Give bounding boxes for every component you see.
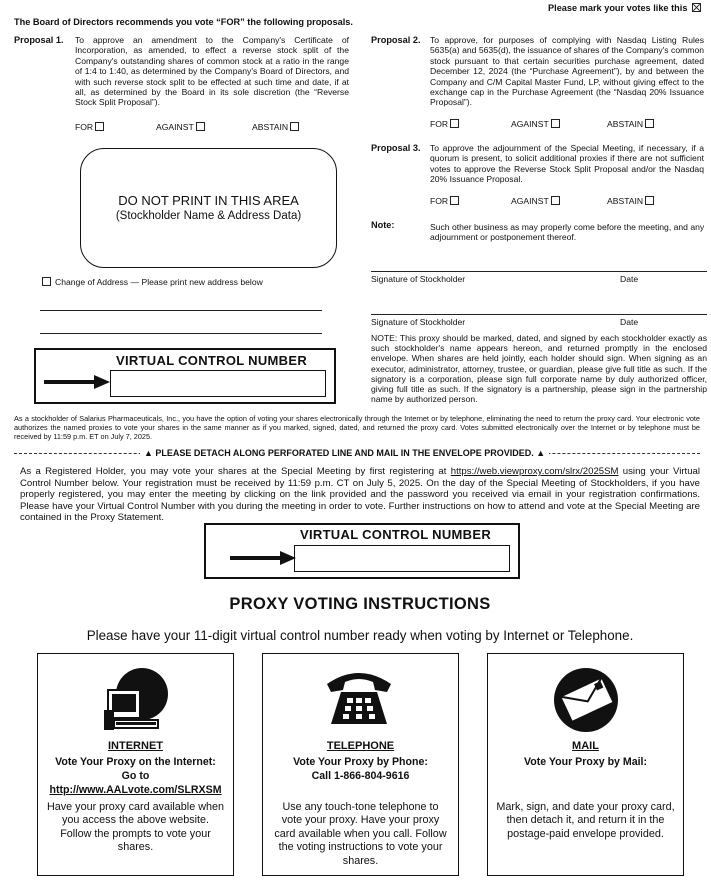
detach-instruction: ▲ PLEASE DETACH ALONG PERFORATED LINE AND MAIL IN THE ENVELOPE PROVIDED. ▲ — [140, 448, 549, 458]
telephone-number[interactable]: Call 1-866-804-9616 — [311, 770, 410, 782]
virtual-control-box — [34, 348, 336, 404]
proposal2-against-option[interactable]: AGAINST — [511, 119, 560, 129]
arrow-right-icon — [230, 551, 296, 565]
proposal2-text: To approve, for purposes of complying with Nasdaq Listing Rules 5635(a) and 5635(d), the issuance of shares of the Company's common stock pursuant to that certain securities purchase agreement, dated December 12, 2024 (the “Purchase Agreement”), by and between the Company and C/M Capital Master Fund, LP, without giving effect to the exchange cap in the Purchase Agreement (the “Nasdaq 20% Issuance Proposal”). — [430, 35, 704, 108]
internet-voting-link[interactable]: http://www.AALvote.com/SLRXSM — [49, 784, 222, 796]
proposal1-for-checkbox[interactable] — [95, 122, 104, 131]
computer-icon — [100, 664, 170, 734]
proposal3-label: Proposal 3. — [371, 143, 421, 153]
signature-line-1[interactable] — [371, 271, 707, 272]
proposal1-text: To approve an amendment to the Company's Certificate of Incorporation, as amended, to effect a reverse stock split of the Company's outstanding shares of common stock at a ratio in the range of 1:4 to 1:40, as determined by the Company's Board of Directors, and with such reverse stock split to be effected at such time and date, if at all, as determined by the Board in its sole discretion (the “Reverse Stock Split Proposal”). — [75, 35, 349, 108]
proposal1-label: Proposal 1. — [14, 35, 64, 45]
proxy-signing-note: NOTE: This proxy should be marked, dated, and signed by each stockholder exactly as such stockholder's name appears hereon, and returned promptly in the enclosed envelope. When shares are held jointly, each holder should sign. When signing as an executor, administrator, attorney, trustee, or guardian, please give full title as such. If the signatory is a corporation, please sign full corporate name by duly authorized officer, giving full title as such. If the signatory is a partnership, please sign in the partnership name by authorized person. — [371, 333, 707, 405]
proposal1-against-option[interactable]: AGAINST — [156, 122, 205, 132]
address-area-title: DO NOT PRINT IN THIS AREA — [118, 193, 299, 208]
proposal3-for-checkbox[interactable] — [450, 196, 459, 205]
registration-link[interactable]: https://web.viewproxy.com/slrx/2025SM — [450, 466, 619, 477]
signature-label-1: Signature of Stockholder — [371, 274, 466, 284]
telephone-instructions: Use any touch-tone telephone to vote your proxy. Have your proxy card available when you call. Follow the voting instructions to vote your shares. — [274, 801, 447, 867]
virtual-control-title: VIRTUAL CONTROL NUMBER — [116, 353, 308, 368]
proposal2-for-checkbox[interactable] — [450, 119, 459, 128]
arrow-right-icon — [44, 375, 110, 389]
proposal2-for-option[interactable]: FOR — [430, 119, 459, 129]
proposal1-abstain-checkbox[interactable] — [290, 122, 299, 131]
telephone-line-1: Vote Your Proxy by Phone: — [293, 756, 428, 768]
proposal3-text: To approve the adjournment of the Special Meeting, if necessary, if a quorum is present, to solicit additional proxies if there are not sufficient votes to approve the Reverse Stock Split Proposal and/or the Nasdaq 20% Issuance Proposal. — [430, 143, 704, 185]
internet-instructions: Have your proxy card available when you access the above website. Follow the prompts to vote your shares. — [46, 801, 225, 854]
mail-title: MAIL — [572, 740, 599, 752]
proposal2-abstain-option[interactable]: ABSTAIN — [607, 119, 654, 129]
change-of-address[interactable]: Change of Address — Please print new address below — [42, 277, 263, 287]
envelope-icon — [550, 664, 622, 734]
electronic-voting-text: As a stockholder of Salarius Pharmaceuticals, Inc., you have the option of voting your shares electronically through the Internet or by telephone, eliminating the need to return the proxy card. Your electronic vote authorizes the named proxies to vote your shares in the same manner as if you marked, signed, dated, and returned the proxy card. Votes submitted electronically over the Internet or by telephone must be received by 11:59 p.m. ET on July 7, 2025. — [14, 414, 700, 441]
internet-line-2: Go to — [121, 770, 150, 782]
address-area-subtitle: (Stockholder Name & Address Data) — [115, 210, 302, 222]
proposal1-against-checkbox[interactable] — [196, 122, 205, 131]
mail-voting-box — [487, 653, 684, 876]
change-of-address-checkbox[interactable] — [42, 277, 51, 286]
mail-instructions: Mark, sign, and date your proxy card, then detach it, and return it in the postage-paid envelope provided. — [496, 801, 675, 840]
note-text: Such other business as may properly come before the meeting, and any adjournment or postponement thereof. — [430, 222, 705, 243]
note-label: Note: — [371, 220, 395, 230]
instructions-subtitle: Please have your 11-digit virtual control number ready when voting by Internet or Telephone. — [86, 628, 634, 643]
virtual-control-box-2 — [204, 523, 520, 579]
registered-holder-text: As a Registered Holder, you may vote your shares at the Special Meeting by first registering at https://web.viewproxy.com/slrx/2025SM using your Virtual Control Number below. Your registration must be received by 11:59 p.m. CT on July 5, 2025. On the day of the Special Meeting of Stockholders, if you have properly registered, you may enter the meeting by clicking on the link provided and the password you received via email in your registration confirmations. Please have your Virtual Control Number with you during the meeting in order to vote. Further instructions on how to attend and vote at the Special Meeting are contained in the Proxy Statement. — [20, 466, 700, 524]
proposal2-abstain-checkbox[interactable] — [645, 119, 654, 128]
telephone-title: TELEPHONE — [326, 740, 395, 752]
telephone-icon — [323, 666, 395, 728]
proposal3-abstain-option[interactable]: ABSTAIN — [607, 196, 654, 206]
signature-line-2[interactable] — [371, 314, 707, 315]
proposal2-against-checkbox[interactable] — [551, 119, 560, 128]
date-label-2: Date — [620, 317, 639, 327]
telephone-voting-box — [262, 653, 459, 876]
signature-label-2: Signature of Stockholder — [371, 317, 466, 327]
proposal3-against-option[interactable]: AGAINST — [511, 196, 560, 206]
virtual-control-number-field[interactable] — [110, 370, 326, 397]
proposal1-abstain-option[interactable]: ABSTAIN — [252, 122, 299, 132]
virtual-control-title-2: VIRTUAL CONTROL NUMBER — [300, 527, 492, 542]
internet-title: INTERNET — [108, 740, 163, 752]
address-area — [80, 148, 337, 268]
address-line-1[interactable] — [40, 310, 322, 311]
internet-voting-box — [37, 653, 234, 876]
proposal1-for-option[interactable]: FOR — [75, 122, 104, 132]
proposal2-label: Proposal 2. — [371, 35, 421, 45]
mark-votes-instruction: Please mark your votes like this — [548, 3, 701, 14]
proposal3-for-option[interactable]: FOR — [430, 196, 459, 206]
virtual-control-number-field-2[interactable] — [294, 545, 510, 572]
date-label-1: Date — [620, 274, 639, 284]
instructions-title: PROXY VOTING INSTRUCTIONS — [229, 595, 491, 613]
proposal3-against-checkbox[interactable] — [551, 196, 560, 205]
board-recommendation: The Board of Directors recommends you vote “FOR” the following proposals. — [14, 17, 353, 27]
proposal3-abstain-checkbox[interactable] — [645, 196, 654, 205]
mail-line-1: Vote Your Proxy by Mail: — [523, 756, 648, 768]
address-line-2[interactable] — [40, 333, 322, 334]
internet-line-1: Vote Your Proxy on the Internet: — [55, 756, 216, 768]
marked-checkbox-icon — [692, 3, 701, 12]
